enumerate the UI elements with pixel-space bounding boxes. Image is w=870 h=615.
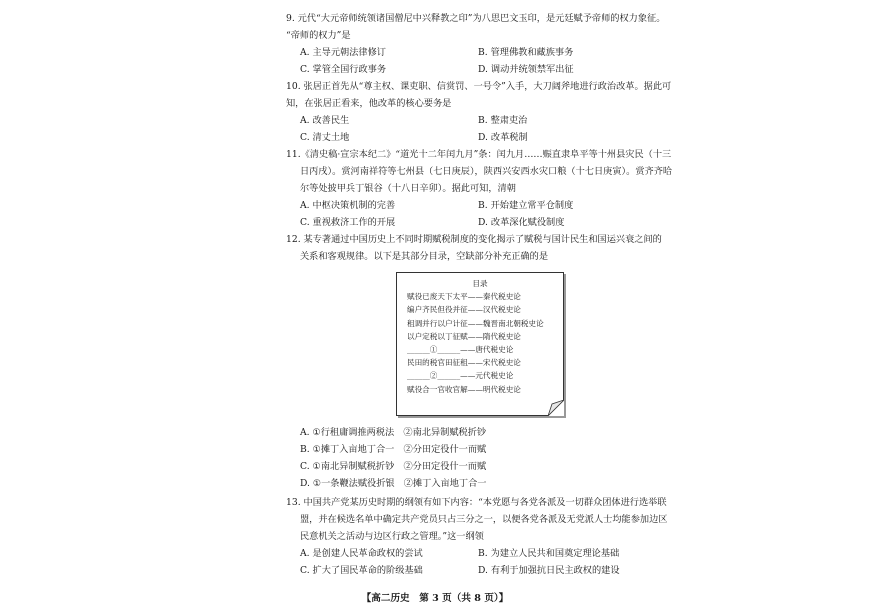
- question-stem: 12. 某专著通过中国历史上不同时期赋税制度的变化揭示了赋税与国计民生和国运兴衰之间的: [286, 234, 662, 245]
- option-d: D. 调动并统领禁军出征: [478, 64, 574, 75]
- option-c: C. ①南北异制赋税折钞 ②分田定役什一而赋: [300, 461, 487, 472]
- question-9: [286, 10, 666, 78]
- option-c: C. 扩大了国民革命的阶级基础: [300, 565, 423, 576]
- question-stem: 13. 中国共产党某历史时期的纲领有如下内容：“本党愿与各党各派及一切群众团体进行选举联: [286, 497, 667, 508]
- question-stem: 10. 张居正首先从“尊主权、课吏职、信赏罚、一号令”入手，大刀阔斧地进行政治改革。据此可: [286, 81, 672, 92]
- question-12: [286, 231, 662, 265]
- page-curl-icon: [548, 400, 564, 416]
- option-b: B. 管理佛教和藏族事务: [478, 47, 574, 58]
- option-b: B. 开始建立常平仓制度: [478, 200, 574, 211]
- toc-title: 目录: [472, 279, 488, 288]
- question-stem: “帝师的权力”是: [286, 30, 351, 41]
- question-stem: 9. 元代“大元帝师统领诸国僧尼中兴释教之印”为八思巴文玉印，是元廷赋予帝师的权力象征。: [286, 13, 666, 24]
- toc-line: 编户齐民但役并征——汉代税史论: [407, 305, 521, 315]
- option-d: D. 有利于加强抗日民主政权的建设: [478, 565, 620, 576]
- option-a: A. ①行租庸调推两税法 ②南北异制赋税折钞: [300, 427, 487, 438]
- question-stem: 民意机关之活动与边区行政之管理。”这一纲领: [300, 531, 484, 542]
- option-a: A. 改善民生: [300, 115, 350, 126]
- option-d: D. 改革深化赋役制度: [478, 217, 565, 228]
- option-b: B. 整肃吏治: [478, 115, 528, 126]
- question-stem: 关系和客观规律。以下是其部分目录，空缺部分补充正确的是: [300, 251, 549, 262]
- option-c: C. 掌管全国行政事务: [300, 64, 387, 75]
- option-a: A. 主导元朝法律修订: [300, 47, 386, 58]
- toc-line: 赋役已废天下太平——秦代税史论: [407, 292, 521, 302]
- toc-line: 民田的税官田征租——宋代税史论: [407, 358, 521, 368]
- question-stem: 知，在张居正看来，他改革的核心要务是: [286, 98, 452, 109]
- option-c: C. 重视救济工作的开展: [300, 217, 396, 228]
- table-of-contents-box: [396, 272, 564, 416]
- question-10: [286, 78, 672, 146]
- option-b: B. 为建立人民共和国奠定理论基础: [478, 548, 620, 559]
- option-b: B. ①摊丁入亩地丁合一 ②分田定役什一而赋: [300, 444, 487, 455]
- option-c: C. 清丈土地: [300, 132, 350, 143]
- option-a: A. 是创建人民革命政权的尝试: [300, 548, 423, 559]
- question-stem: 盟，并在候选名单中确定共产党员只占三分之一，以便各党各派及无党派人士均能参加边区: [300, 514, 668, 525]
- toc-line: 以户定税以丁征赋——隋代税史论: [407, 331, 521, 341]
- question-stem: 尔等处披甲兵丁银谷（十八日辛卯）。据此可知，清朝: [300, 183, 516, 194]
- option-d: D. ①一条鞭法赋役折银 ②摊丁入亩地丁合一: [300, 478, 487, 489]
- option-a: A. 中枢决策机制的完善: [300, 200, 396, 211]
- question-stem: 11.《清史稿·宣宗本纪二》“道光十二年闰九月”条：闰九月……赈直隶阜平等十州县灾民（十三: [286, 149, 672, 160]
- toc-line: 赋役合一官收官解——明代税史论: [407, 384, 521, 394]
- option-d: D. 改革税制: [478, 132, 528, 143]
- page-footer: 【高二历史 第 3 页（共 8 页）】: [361, 593, 509, 604]
- toc-line: 租调并行以户计征——魏晋南北朝税史论: [407, 318, 544, 328]
- question-stem: 日丙戌）。赏河南祥符等七州县（七日庚辰），陕西兴安西水灾口粮（十七日庚寅）。赏齐齐哈: [300, 166, 673, 177]
- toc-line-blank-1: ______①______——唐代税史论: [407, 345, 514, 355]
- toc-line-blank-2: ______②______——元代税史论: [407, 371, 514, 381]
- question-13: [286, 494, 668, 579]
- question-11: [286, 146, 673, 231]
